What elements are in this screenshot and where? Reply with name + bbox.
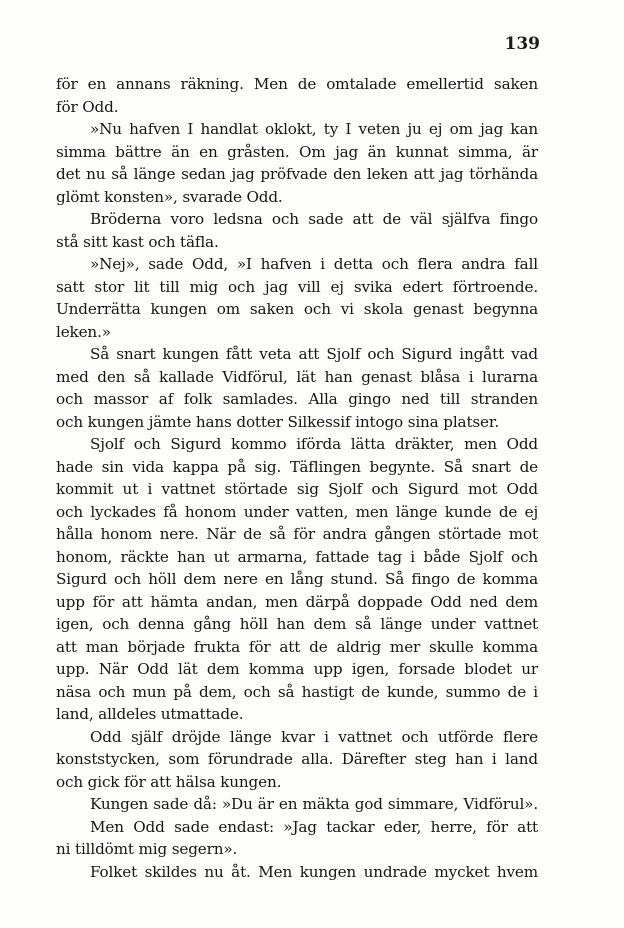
text-line: land, alldeles utmattade.	[56, 705, 244, 723]
page-number: 139	[504, 34, 540, 54]
text-line: upp. När Odd lät dem komma upp igen, forsade blodet ur	[56, 660, 538, 678]
text-line: ni tilldömt mig segern».	[56, 840, 238, 858]
text-line: med den så kallade Vidförul, lät han genast blåsa i lurarna	[56, 367, 538, 386]
text-line: glömt konsten», svarade Odd.	[56, 187, 283, 206]
text-line: hade sin vida kappa på sig. Täflingen begynte. Så snart de	[56, 457, 538, 476]
text-line: och massor af folk samlades. Alla gingo ned till stranden	[56, 390, 538, 408]
text-line: näsa och mun på dem, och så hastigt de kunde, summo de i	[56, 682, 538, 701]
text-line: kommit ut i vattnet störtade sig Sjolf och Sigurd mot Odd	[56, 480, 538, 498]
text-line: Odd själf dröjde länge kvar i vattnet och utförde flere	[90, 727, 538, 746]
text-line: Folket skildes nu åt. Men kungen undrade mycket hvem	[90, 862, 538, 881]
text-line: satt stor lit till mig och jag vill ej svika edert förtroende.	[56, 277, 538, 296]
text-line: honom, räckte han ut armarna, fattade tag i både Sjolf och	[56, 547, 538, 566]
text-line: för en annans räkning. Men de omtalade emellertid saken	[56, 75, 538, 93]
text-line: och kungen jämte hans dotter Silkessif intogo sina platser.	[56, 412, 499, 431]
text-line: upp för att hämta andan, men därpå doppade Odd ned dem	[56, 592, 538, 611]
text-line: Bröderna voro ledsna och sade att de väl själfva fingo	[90, 210, 538, 228]
text-line: hålla honom nere. När de så för andra gången störtade mot	[56, 525, 538, 543]
text-line: Kungen sade då: »Du är en mäkta god simmare, Vidförul».	[90, 795, 538, 813]
body-text	[56, 73, 538, 883]
text-line: och gick för att hälsa kungen.	[56, 772, 282, 791]
text-line: det nu så länge sedan jag pröfvade den leken att jag törhända	[56, 165, 538, 183]
text-line: »Nej», sade Odd, »I hafven i detta och flera andra fall	[90, 255, 538, 273]
text-line: Sigurd och höll dem nere en lång stund. Så fingo de komma	[56, 570, 538, 588]
text-line: leken.»	[56, 322, 111, 341]
text-line: Så snart kungen fått veta att Sjolf och Sigurd ingått vad	[90, 345, 538, 363]
text-line: att man började frukta för att de aldrig mer skulle komma	[56, 637, 538, 656]
text-line: simma bättre än en gråsten. Om jag än kunnat simma, är	[56, 142, 538, 161]
text-line: »Nu hafven I handlat oklokt, ty I veten ju ej om jag kan	[90, 120, 538, 138]
text-line: Men Odd sade endast: »Jag tackar eder, herre, för att	[90, 817, 538, 836]
text-line: för Odd.	[56, 97, 119, 116]
text-line: konststycken, som förundrade alla. Därefter steg han i land	[56, 750, 538, 768]
text-line: Sjolf och Sigurd kommo iförda lätta dräkter, men Odd	[90, 435, 538, 453]
text-line: och lyckades få honom under vatten, men länge kunde de ej	[56, 502, 538, 521]
text-line: Underrätta kungen om saken och vi skola genast begynna	[56, 300, 538, 318]
text-line: stå sitt kast och täfla.	[56, 232, 219, 251]
text-line: igen, och denna gång höll han dem så länge under vattnet	[56, 615, 538, 633]
